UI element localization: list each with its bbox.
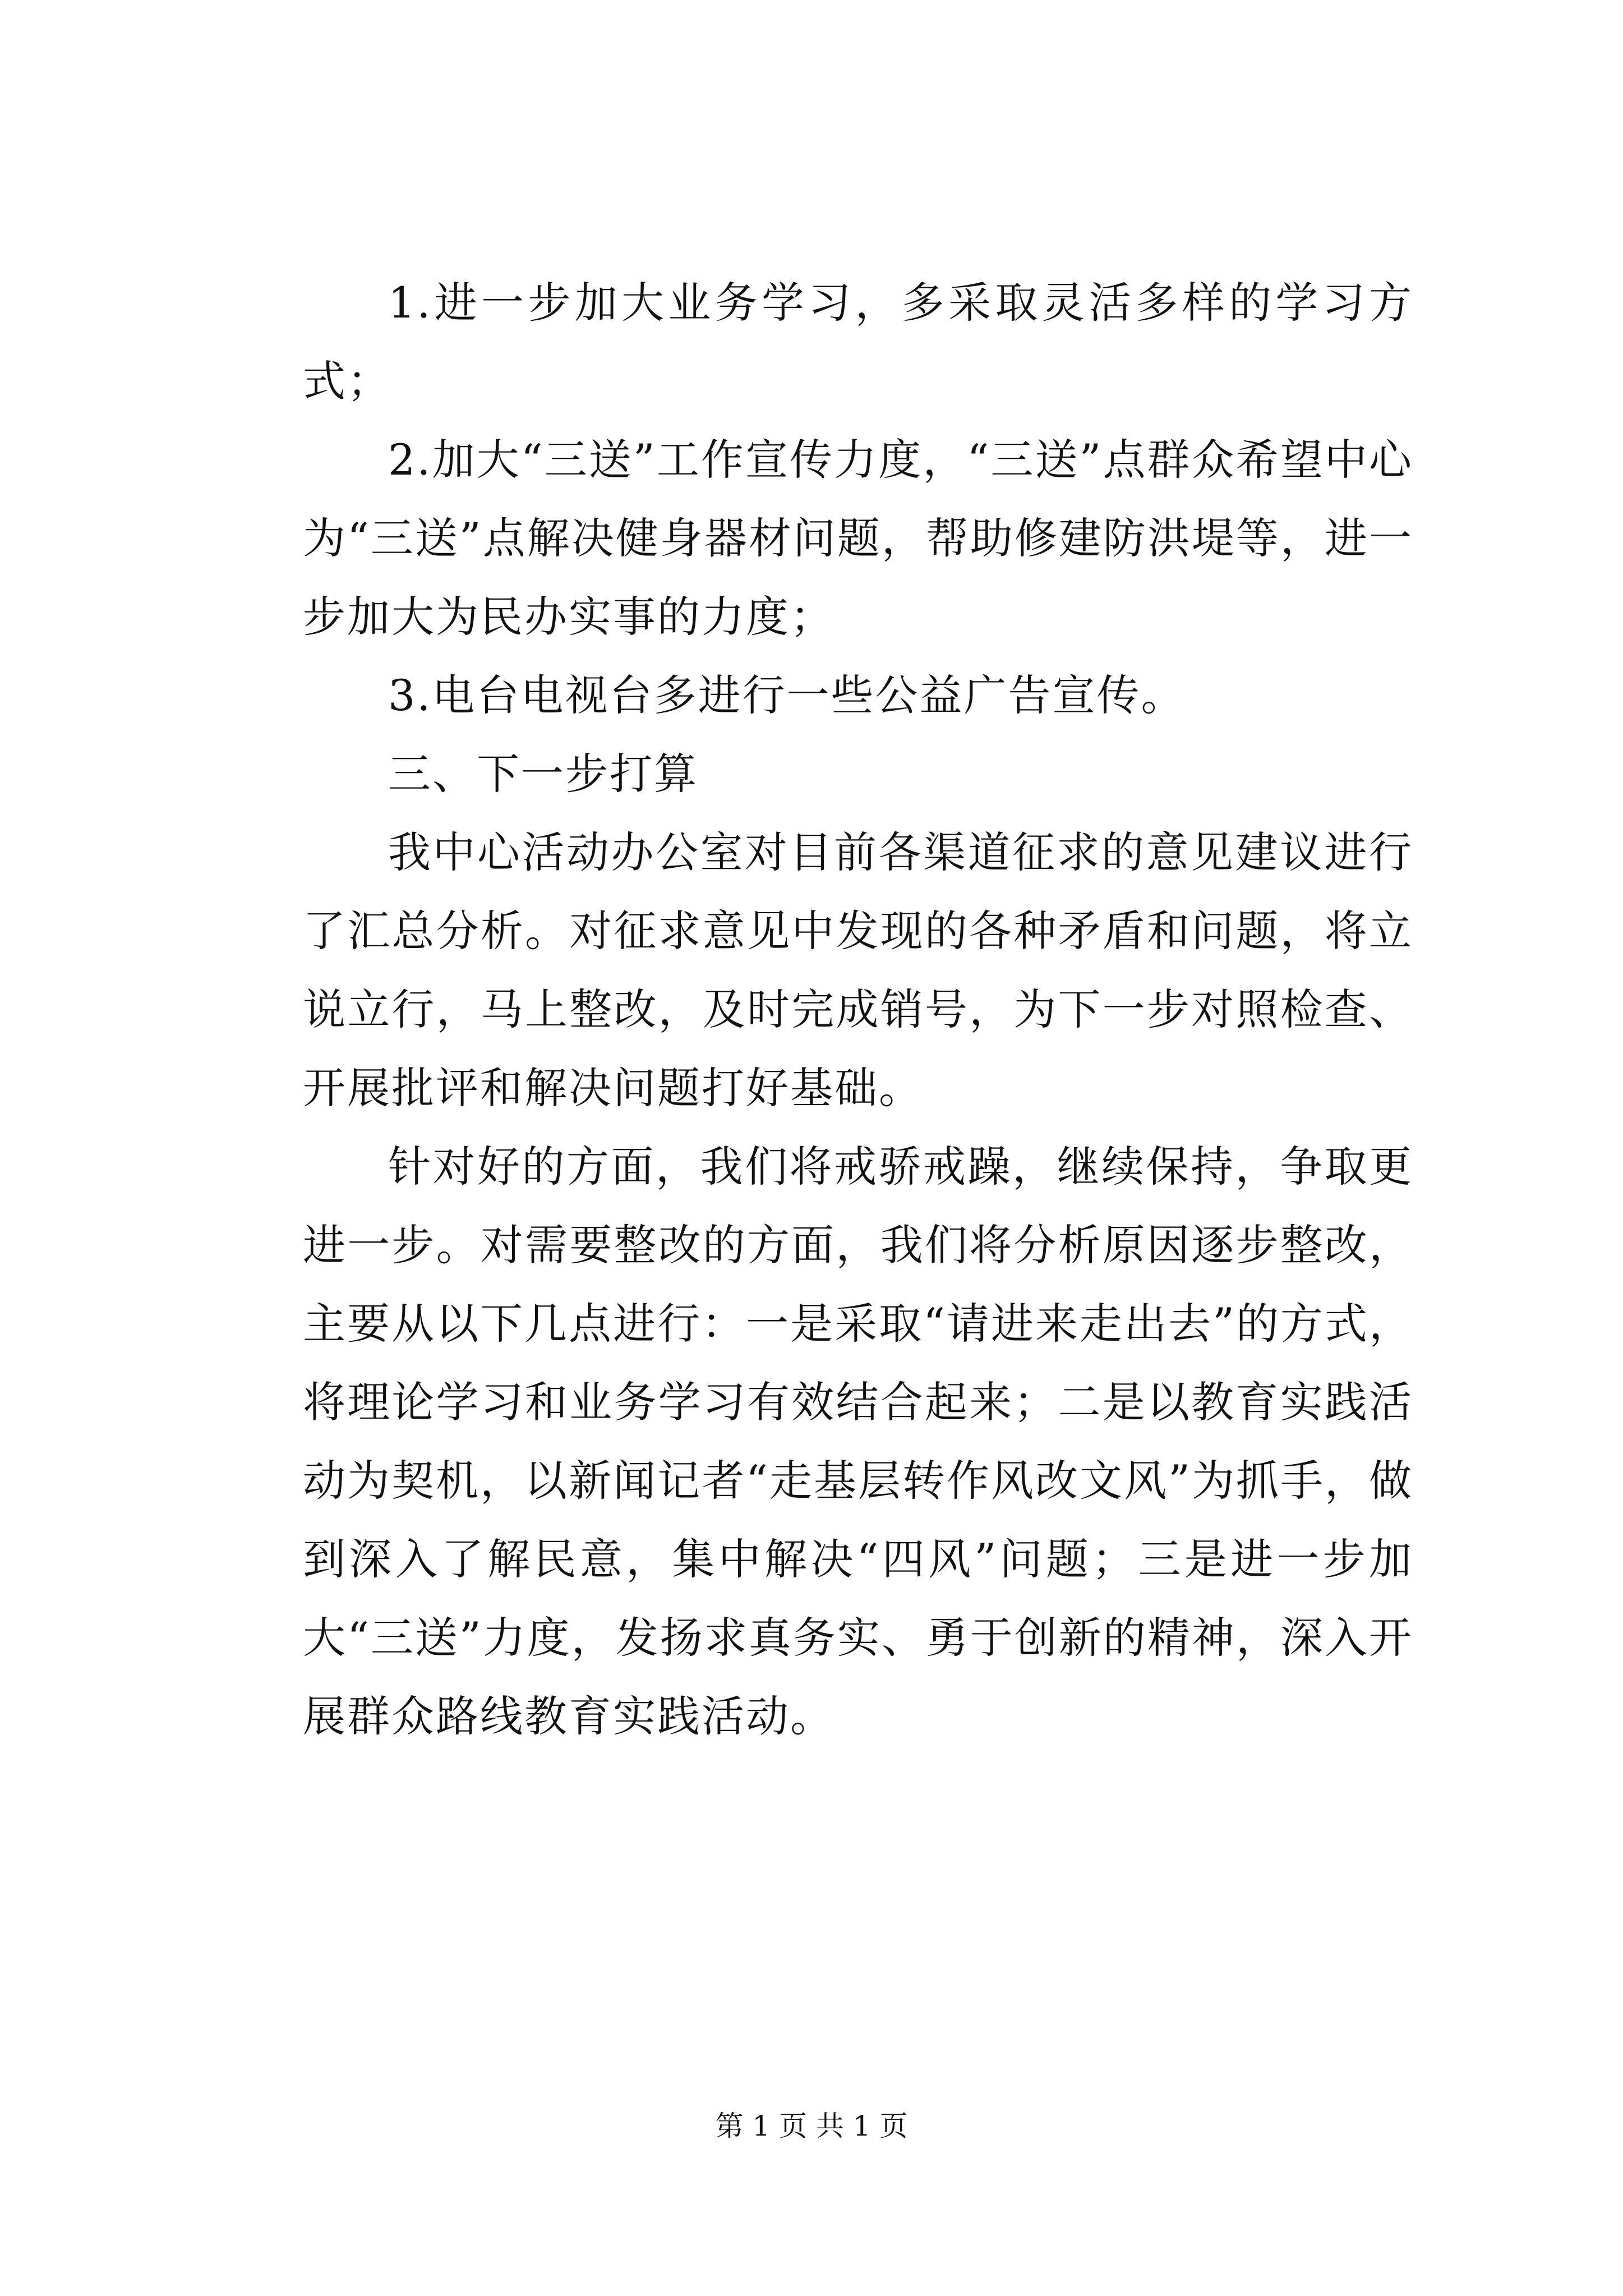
section-heading: 三、下一步打算 bbox=[388, 749, 698, 799]
paragraph-item-1: 1.进一步加大业务学习，多采取灵活多样的学习方式； bbox=[303, 278, 1413, 406]
page-footer: 第 1 页 共 1 页 bbox=[715, 2110, 908, 2142]
paragraph-item-2: 2.加大“三送”工作宣传力度，“三送”点群众希望中心为“三送”点解决健身器材问题，帮助修建防洪堤等，进一步加大为民办实事的力度； bbox=[303, 435, 1413, 642]
paragraph-plan: 针对好的方面，我们将戒骄戒躁，继续保持，争取更进一步。对需要整改的方面，我们将分析原因逐步整改，主要从以下几点进行：一是采取“请进来走出去”的方式，将理论学习和业务学习有效结合起来；二是以教育实践活动为契机，以新闻记者“走基层转作风改文风”为抓手，做到深入了解民意，集中解决“四风”问题；三是进一步加大“三送”力度，发扬求真务实、勇于创新的精神，深入开展群众路线教育实践活动。 bbox=[303, 1142, 1413, 1741]
paragraph-item-3: 3.电台电视台多进行一些公益广告宣传。 bbox=[388, 670, 1186, 720]
paragraph-summary: 我中心活动办公室对目前各渠道征求的意见建议进行了汇总分析。对征求意见中发现的各种矛盾和问题，将立说立行，马上整改，及时完成销号，为下一步对照检查、开展批评和解决问题打好基础。 bbox=[303, 827, 1413, 1113]
document-body bbox=[303, 264, 1413, 1756]
